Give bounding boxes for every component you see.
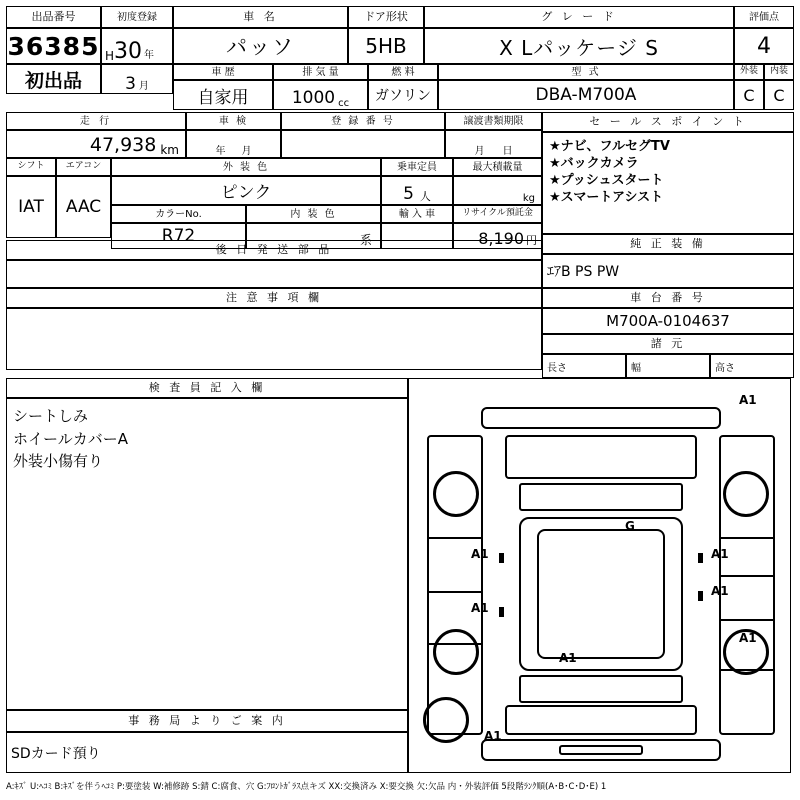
damage-mark: A1 (739, 393, 757, 407)
later-shipment-parts-value (6, 260, 542, 288)
sales-point-item: ★スマートアシスト (549, 190, 664, 206)
lot-number-label: 出品番号 (6, 6, 101, 28)
mark-tick (698, 591, 703, 601)
aircon-value: AAC (56, 176, 111, 238)
inspector-note-item: シートしみ (13, 407, 89, 425)
max-load-label: 最大積載量 (453, 158, 542, 176)
fuel-label: 燃 料 (368, 64, 438, 80)
notes-value (6, 308, 542, 370)
car-name-value: パッソ (173, 28, 348, 64)
sales-point-item: ★プッシュスタート (549, 173, 664, 189)
door-shape-label: ドア形状 (348, 6, 424, 28)
damage-mark: A1 (711, 584, 729, 598)
right-panel-divider-3 (719, 619, 775, 621)
office-notice-value: SDカード預り (6, 732, 408, 773)
inspection-year-unit: 年 (215, 146, 226, 157)
spare-wheel (423, 697, 469, 743)
lot-number-value: 36385 (6, 28, 101, 64)
roof-inner (537, 529, 665, 659)
transfer-doc-value (445, 130, 542, 158)
sales-point-item: ★ナビ、フルセグTV (549, 139, 670, 154)
chassis-number-label: 車 台 番 号 (542, 288, 794, 308)
first-registration-month (101, 64, 173, 94)
front-bumper (481, 407, 721, 429)
displacement-unit: cc (338, 98, 350, 109)
seating-capacity-label: 乗車定員 (381, 158, 453, 176)
first-registration-year (101, 28, 173, 64)
left-panel-divider-2 (427, 591, 483, 593)
wheel-front-left (433, 471, 479, 517)
model-code-value: DBA-M700A (438, 80, 734, 110)
legend-footer: A:ｷｽﾞ U:ﾍｺﾐ B:ｷｽﾞを伴うﾍｺﾐ P:要塗装 W:補修跡 S:錆 C:腐食、穴 G:ﾌﾛﾝﾄｶﾞﾗｽ点キズ XX:交換済み X:要交換 欠:欠品 内・外装評価 5段階ﾗﾝｸ順(A･B･C･D･E) 1 (6, 782, 607, 792)
max-load-unit: kg (522, 193, 535, 204)
registration-number-value (281, 130, 445, 158)
era-letter: H (105, 49, 115, 63)
windshield (519, 483, 683, 511)
first-registration-label: 初度登録 (101, 6, 173, 28)
inspector-note-item: ホイールカバーA (13, 429, 128, 448)
wheel-rear-left (433, 629, 479, 675)
mark-tick (698, 553, 703, 563)
hood (505, 435, 697, 479)
reg-month-unit: 月 (138, 81, 149, 92)
recycle-deposit-unit: 円 (526, 234, 537, 247)
grade-value: X Lパッケージ S (424, 28, 734, 64)
sales-point-item: ★バックカメラ (549, 156, 639, 172)
inspector-notes-label: 検 査 員 記 入 欄 (6, 378, 408, 398)
sales-point-label: セ ー ル ス ポ イ ン ト (542, 112, 794, 132)
exterior-grade-value: C (734, 80, 764, 110)
sales-point-list (542, 132, 794, 234)
score-label: 評価点 (734, 6, 794, 28)
damage-mark: A1 (711, 547, 729, 561)
seating-capacity-unit: 人 (419, 190, 431, 203)
dimension-length-label: 長さ (542, 354, 626, 378)
exterior-grade-label: 外装 (734, 64, 764, 80)
inspector-note-item: 外装小傷有り (13, 452, 104, 470)
transfer-doc-label: 譲渡書類期限 (445, 112, 542, 130)
damage-mark: A1 (739, 631, 757, 645)
left-panel-divider-1 (427, 537, 483, 539)
mark-tick (499, 553, 504, 563)
interior-grade-value: C (764, 80, 794, 110)
interior-color-value: 系 (359, 233, 372, 247)
inspector-notes-box (6, 398, 408, 710)
fuel-value: ガソリン (368, 80, 438, 110)
car-name-label: 車 名 (173, 6, 348, 28)
dimensions-label: 諸 元 (542, 334, 794, 354)
mileage-unit: km (160, 143, 179, 157)
inspection-month-unit: 月 (241, 146, 252, 157)
tailgate (505, 705, 697, 735)
color-number-value: R72 (111, 223, 246, 249)
mileage-label: 走 行 (6, 112, 186, 130)
exterior-color-label: 外 装 色 (111, 158, 381, 176)
right-panel-divider-1 (719, 537, 775, 539)
genuine-equipment-label: 純 正 装 備 (542, 234, 794, 254)
displacement-label: 排 気 量 (273, 64, 368, 80)
color-number-label: カラーNo. (111, 205, 246, 223)
rear-window (519, 675, 683, 703)
registration-number-label: 登 録 番 号 (281, 112, 445, 130)
shift-label: シフト (6, 158, 56, 176)
history-label: 車 歴 (173, 64, 273, 80)
dimension-height-label: 高さ (710, 354, 794, 378)
import-label: 輸 入 車 (381, 205, 453, 223)
score-value: 4 (734, 28, 794, 64)
chassis-number-value: M700A-0104637 (542, 308, 794, 334)
seating-capacity-cell (381, 176, 453, 205)
damage-mark: A1 (471, 547, 489, 561)
history-value: 自家用 (173, 80, 273, 110)
recycle-deposit-label: リサイクル預託金 (453, 205, 542, 223)
displacement-value: 1000 (291, 88, 336, 109)
max-load-cell (453, 176, 542, 205)
notes-label: 注 意 事 項 欄 (6, 288, 542, 308)
damage-mark: A1 (559, 651, 577, 665)
model-code-label: 型 式 (438, 64, 734, 80)
transfer-doc-month-unit: 月 (474, 146, 485, 157)
mileage-value-cell (6, 130, 186, 158)
displacement-value-cell (273, 80, 368, 110)
door-shape-value: 5HB (348, 28, 424, 64)
reg-month-number: 3 (125, 74, 136, 94)
interior-color-label: 内 装 色 (246, 205, 381, 223)
car-damage-diagram (408, 378, 791, 773)
exterior-color-value: ピンク (111, 176, 381, 205)
right-panel-divider-2 (719, 575, 775, 577)
later-shipment-parts-label: 後 日 発 送 部 品 (6, 240, 542, 260)
damage-mark: A1 (471, 601, 489, 615)
dimension-width-label: 幅 (626, 354, 710, 378)
grade-label: グ レ ー ド (424, 6, 734, 28)
inspection-value-cell (186, 130, 281, 158)
recycle-deposit-value: 8,190 (478, 229, 524, 249)
wheel-front-right (723, 471, 769, 517)
damage-mark: A1 (484, 729, 502, 743)
inspection-label: 車 検 (186, 112, 281, 130)
genuine-equipment-value: ｴｱB PS PW (542, 254, 794, 288)
reg-year-number: 30 (114, 39, 143, 64)
interior-grade-label: 内装 (764, 64, 794, 80)
damage-mark: G (625, 519, 635, 533)
aircon-label: エアコン (56, 158, 111, 176)
office-notice-label: 事 務 局 よ り ご 案 内 (6, 710, 408, 732)
first-exhibit-badge: 初出品 (6, 64, 101, 94)
mileage-value: 47,938 (89, 134, 157, 157)
rear-plate (559, 745, 643, 755)
mark-tick (499, 607, 504, 617)
seating-capacity-value: 5 (403, 184, 414, 205)
reg-year-unit: 年 (144, 50, 155, 61)
transfer-doc-day-unit: 日 (502, 146, 513, 157)
shift-value: IAT (6, 176, 56, 238)
